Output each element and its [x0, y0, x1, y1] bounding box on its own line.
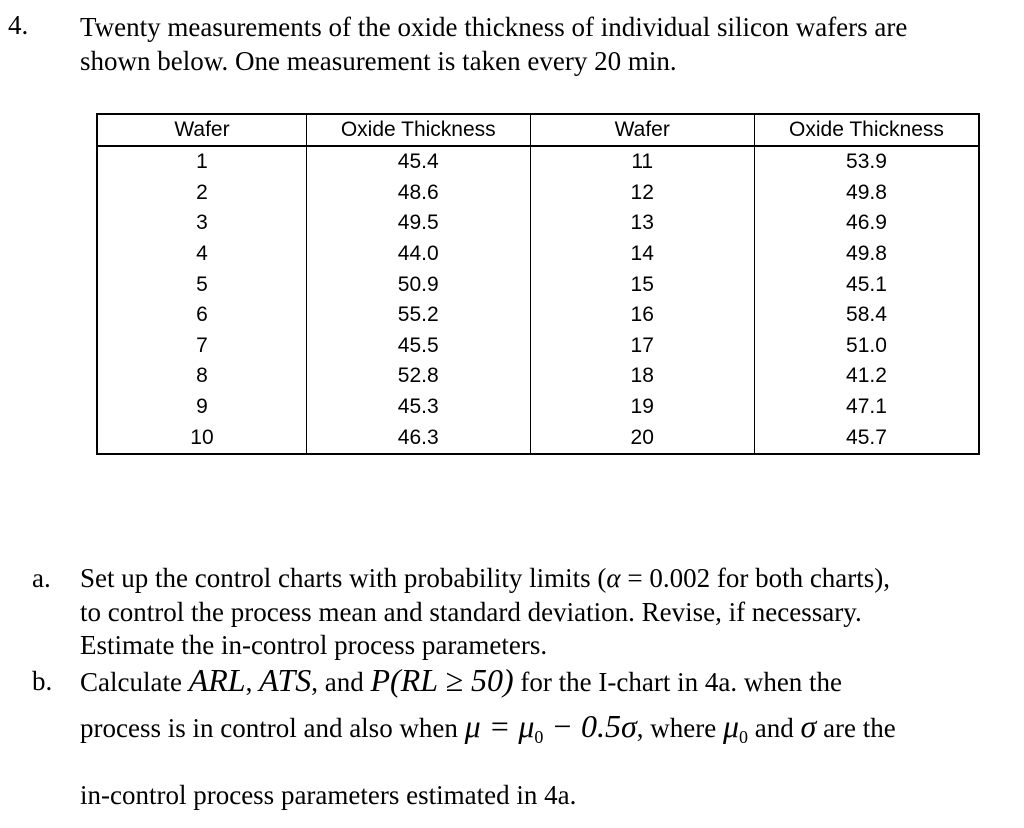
sigma-symbol: σ [800, 708, 817, 744]
intro-line-2: shown below. One measurement is taken every 20 min. [80, 46, 677, 76]
cell: 1 [196, 150, 208, 174]
cell: 5 [196, 272, 208, 296]
cell: 19 [530, 392, 754, 423]
cell: 55.2 [306, 300, 530, 331]
cell: 18 [530, 361, 754, 392]
table-row [97, 361, 979, 392]
cell: 13 [530, 208, 754, 239]
cell: 12 [530, 178, 754, 209]
part-b-line-1 [80, 662, 842, 699]
table-header-row [97, 114, 979, 146]
mu0-subscript: 0 [534, 727, 544, 747]
alpha-equation: = 0.002 for both charts), [620, 563, 891, 593]
table-row [97, 422, 979, 454]
arl-term: ARL [188, 662, 246, 698]
cell: 45.5 [306, 331, 530, 362]
cell: 3 [196, 211, 208, 235]
table-row [97, 392, 979, 423]
part-b-tail-1: for the I-chart in 4a. when the [513, 667, 843, 697]
cell: 47.1 [754, 392, 979, 423]
part-b-line2-pre: process is in control and also when [80, 713, 465, 743]
cell: 49.8 [754, 178, 979, 209]
oxide-thickness-table [96, 113, 980, 455]
part-a-text: Set up the control charts with probability limits ( [80, 563, 607, 593]
part-b-and-2: and [748, 713, 801, 743]
intro-line-1: Twenty measurements of the oxide thickness of individual silicon wafers are [80, 12, 908, 42]
cell: 10 [190, 425, 214, 449]
part-a-label: a. [32, 563, 51, 593]
cell: 49.8 [754, 239, 979, 270]
table-row [97, 331, 979, 362]
cell: 53.9 [754, 146, 979, 178]
cell: 16 [530, 300, 754, 331]
table-row [97, 300, 979, 331]
header-wafer-2: Wafer [530, 114, 754, 146]
cell: 52.8 [306, 361, 530, 392]
part-b-line-2 [80, 708, 896, 748]
table-row [97, 146, 979, 178]
part-b-calc: Calculate [80, 667, 189, 697]
table-row [97, 178, 979, 209]
header-oxide-2: Oxide Thickness [754, 114, 979, 146]
header-wafer-1: Wafer [97, 114, 306, 146]
cell: 58.4 [754, 300, 979, 331]
cell: 46.9 [754, 208, 979, 239]
cell: 41.2 [754, 361, 979, 392]
prl-term: P(RL ≥ 50) [370, 662, 514, 698]
part-a-line-3: Estimate the in-control process parameters. [80, 630, 548, 660]
cell: 6 [196, 303, 208, 327]
cell: 14 [530, 239, 754, 270]
cell: 50.9 [306, 269, 530, 300]
ats-term: ATS [259, 662, 312, 698]
cell: 15 [530, 269, 754, 300]
cell: 20 [530, 422, 754, 454]
part-b-line-3: in-control process parameters estimated in 4a. [80, 780, 577, 810]
table-row [97, 208, 979, 239]
cell: 51.0 [754, 331, 979, 362]
part-b-and: , and [311, 667, 371, 697]
cell: 44.0 [306, 239, 530, 270]
alpha-symbol: α [606, 563, 621, 593]
part-a-line-1 [80, 563, 890, 594]
cell: 2 [196, 180, 208, 204]
cell: 45.4 [306, 146, 530, 178]
mu0-symbol: μ [722, 708, 740, 744]
part-b-where: , where [636, 713, 723, 743]
cell: 9 [196, 395, 208, 419]
part-a-line-2: to control the process mean and standard deviation. Revise, if necessary. [80, 597, 862, 627]
mu0-subscript-2: 0 [739, 727, 749, 747]
question-intro [80, 10, 1010, 78]
part-b-tail-2: are the [816, 713, 896, 743]
cell: 11 [530, 146, 754, 178]
cell: 8 [196, 364, 208, 388]
question-number: 4. [8, 10, 29, 40]
header-oxide-1: Oxide Thickness [306, 114, 530, 146]
cell: 45.7 [754, 422, 979, 454]
cell: 45.1 [754, 269, 979, 300]
table-row [97, 269, 979, 300]
cell: 7 [196, 333, 208, 357]
cell: 49.5 [306, 208, 530, 239]
cell: 45.3 [306, 392, 530, 423]
cell: 4 [196, 242, 208, 266]
minus-half-sigma: − 0.5σ [543, 708, 637, 744]
mu-symbol: μ [464, 708, 481, 744]
part-b-label: b. [32, 666, 53, 696]
cell: 48.6 [306, 178, 530, 209]
mu0-equals: = μ [480, 708, 535, 744]
table-row [97, 239, 979, 270]
cell: 46.3 [306, 422, 530, 454]
cell: 17 [530, 331, 754, 362]
part-b-comma: , [245, 667, 260, 697]
